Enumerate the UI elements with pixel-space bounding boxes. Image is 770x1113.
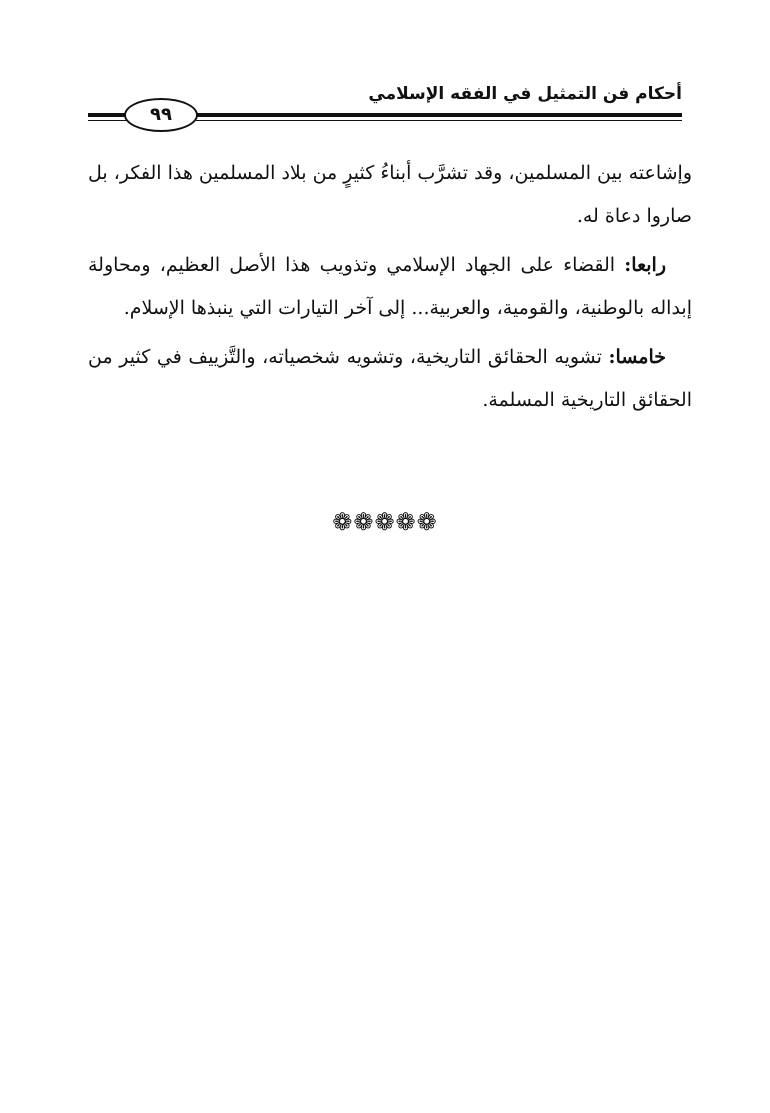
paragraph-2-lead: رابعا: [624, 254, 666, 276]
paragraph-3 [88, 336, 692, 422]
header-rule-right-thin [196, 120, 682, 121]
running-header-title: أحكام فن التمثيل في الفقه الإسلامي [368, 84, 682, 104]
paragraph-3-lead: خامسا: [608, 346, 666, 368]
paragraph-2-text: القضاء على الجهاد الإسلامي وتذويب هذا الأصل العظيم، ومحاولة إبداله بالوطنية، والقومية، والعربية... إلى آخر التيارات التي ينبذها الإسلام. [88, 254, 692, 319]
page-number: ٩٩ [150, 104, 172, 125]
paragraph-3-text: تشويه الحقائق التاريخية، وتشويه شخصياته، والتَّزييف في كثير من الحقائق التاريخية المسلمة. [88, 346, 692, 411]
header-rule-right [196, 113, 682, 117]
header-rule-left [88, 113, 128, 117]
page-number-badge [124, 98, 198, 132]
ornament-divider: ❁❁❁❁❁ [332, 508, 438, 536]
paragraph-2 [88, 244, 692, 330]
header-rule-left-thin [88, 120, 128, 121]
body-text [88, 152, 692, 428]
paragraph-1: وإشاعته بين المسلمين، وقد تشرَّب أبناءُ كثيرٍ من بلاد المسلمين هذا الفكر، بل صاروا دعاة له. [88, 162, 692, 227]
